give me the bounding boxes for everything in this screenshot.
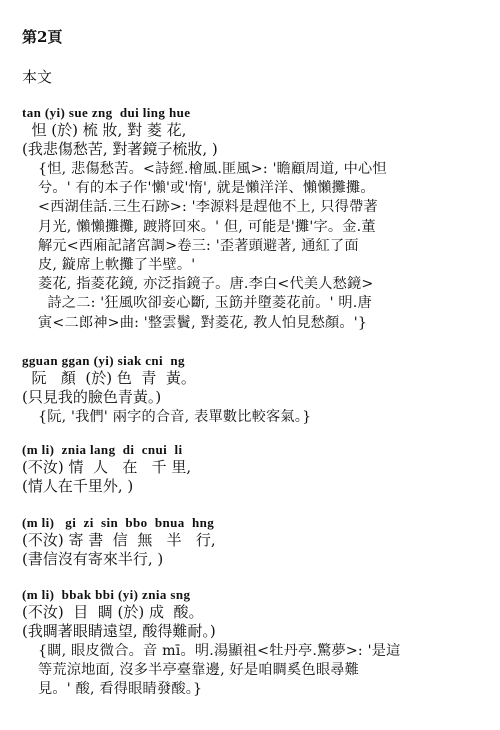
translation-line: (書信沒有寄來半行, ) — [22, 550, 164, 568]
original-line: (不汝) 目 睭 (於) 成 酸。 — [22, 603, 204, 621]
verse-block-4 — [22, 514, 492, 569]
original-line: (不汝) 寄 書 信 無 半 行, — [22, 531, 216, 549]
translation-line: (只見我的臉色青黃。) — [22, 388, 162, 406]
romanization-line: (m li) znia lang di cnui li — [22, 442, 183, 457]
translation-line: (我睭著眼睛遠望, 酸得難耐。) — [22, 622, 216, 640]
verse-block-3 — [22, 441, 492, 496]
original-line: 怛 (於) 梳 妝, 對 菱 花, — [22, 121, 187, 139]
verse-block-2 — [22, 352, 492, 427]
original-line: (不汝) 情 人 在 千 里, — [22, 458, 192, 476]
romanization-line: gguan ggan (yi) siak cni ng — [22, 353, 185, 368]
romanization-line: (m li) gi zi sin bbo bnua hng — [22, 515, 215, 530]
romanization-line: tan (yi) sue zng dui ling hue — [22, 105, 191, 120]
verse-block-1 — [22, 104, 492, 333]
section-heading: 本文 — [22, 68, 53, 86]
annotation-note: {睭, 眼皮微合。音 mī。明.湯顯祖<牡丹亭.驚夢>: '是這 等荒涼地面, 沒多半亭臺靠邊, 好是咱睭奚色眼尋難 見。' 酸, 看得眼睛發酸。} — [38, 643, 401, 698]
translation-line: (我悲傷愁苦, 對著鏡子梳妝, ) — [22, 140, 218, 158]
annotation-note: {怛, 悲傷愁苦。<詩經.檜風.匪風>: '瞻顧周道, 中心怛 兮。' 有的本子作'懶'或'惰', 就是懶洋洋、懶懶攤攤。 <西湖佳話.三生石跡>: '李源料是趕他不上, 只得帶著 月光, 懶懶攤攤, 踱將回來。' 但, 可能是'攤'字。金.董 解元<西廂記諸宮調>卷三: '歪著頭避著, 通紅了面 皮, 鏇席上軟攤了半壁。' 菱花, 指菱花鏡, 亦泛指鏡子。唐.李白<代美人愁鏡> 詩之二: '狂風吹卻妾心斷, 玉筯并墮菱花前。' 明.唐 寅<二郎神>曲: '整雲鬢, 對菱花, 教人怕見愁顏。'} — [38, 161, 387, 331]
page-number-label: 第2頁 — [22, 28, 63, 46]
original-line: 阮 顏 (於) 色 青 黃。 — [22, 369, 196, 387]
verse-block-5 — [22, 586, 492, 700]
annotation-note: {阮, '我們' 兩字的合音, 表單數比較客氣。} — [38, 409, 312, 425]
romanization-line: (m li) bbak bbi (yi) znia sng — [22, 587, 191, 602]
translation-line: (情人在千里外, ) — [22, 477, 134, 495]
